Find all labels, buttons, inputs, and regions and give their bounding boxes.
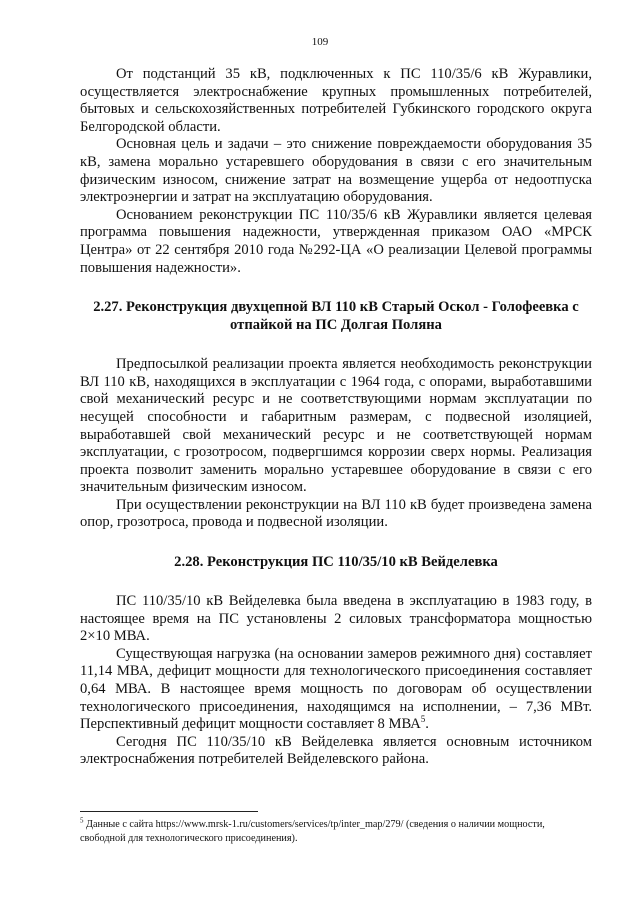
paragraph-substations: От подстанций 35 кВ, подключенных к ПС 110/35/6 кВ Журавлики, осуществляется электроснабжение крупных промышленных потребителей, бытовых и сельскохозяйственных потребителей Губкинского городского округа Белгородской области.: [80, 66, 592, 135]
paragraph-reconstruction-scope: При осуществлении реконструкции на ВЛ 110 кВ будет произведена замена опор, грозотроса, провода и подвесной изоляции.: [80, 496, 592, 531]
body-text: [80, 66, 592, 769]
paragraph-load-deficit: [80, 646, 592, 734]
footnote-marker: 5: [80, 816, 84, 825]
footnote: [80, 818, 592, 845]
paragraph-main-source: Сегодня ПС 110/35/10 кВ Вейделевка является основным источником электроснабжения потребителей Вейделевского района.: [80, 733, 592, 768]
paragraph-prerequisite: Предпосылкой реализации проекта является необходимость реконструкции ВЛ 110 кВ, находящихся в эксплуатации с 1964 года, с опорами, выработавшими свой механический ресурс и не соответствующими нормам эксплуатации по несущей способности и габаритным размерам, с подвесной изоляцией, выработавшей свой механический ресурс и не соответствующей нормам эксплуатации, с грозотросом, подвергшимся коррозии сверх нормы. Реализация проекта позволит заменить морально устаревшее оборудование в связи с его значительным физическим износом.: [80, 356, 592, 496]
section-heading-2-27-line1: 2.27. Реконструкция двухцепной ВЛ 110 кВ Старый Оскол - Голофеевка с: [93, 299, 579, 316]
footnote-text: Данные с сайта https://www.mrsk-1.ru/customers/services/tp/inter_map/279/ (сведения о наличии мощности, свободной для технологического присоединения).: [80, 819, 545, 844]
page-number: 109: [311, 36, 329, 48]
paragraph-basis: Основанием реконструкции ПС 110/35/6 кВ Журавлики является целевая программа повышения надежности, утвержденная приказом ОАО «МРСК Центра» от 22 сентября 2010 года №292-ЦА «О реализации Целевой программы повышения надежности».: [80, 206, 592, 276]
footnote-reference: 5: [420, 714, 426, 725]
section-heading-2-27: [80, 298, 592, 334]
paragraph-substation-history: ПС 110/35/10 кВ Вейделевка была введена в эксплуатацию в 1983 году, в настоящее время на ПС установлены 2 силовых трансформатора мощностью 2×10 МВА.: [80, 593, 592, 645]
paragraph-goals: Основная цель и задачи – это снижение повреждаемости оборудования 35 кВ, замена морально устаревшего оборудования в связи с его значительным физическим износом, снижение затрат на возмещение ущерба от недоотпуска электроэнергии и затрат на эксплуатацию оборудования.: [80, 136, 592, 206]
section-heading-2-27-line2: отпайкой на ПС Долгая Поляна: [230, 317, 442, 334]
section-heading-2-28: 2.28. Реконструкция ПС 110/35/10 кВ Вейделевка: [174, 554, 498, 571]
load-deficit-period: .: [425, 716, 429, 733]
load-deficit-text: Существующая нагрузка (на основании замеров режимного дня) составляет 11,14 МВА, дефицит мощности для технологического присоединения составляет 0,64 МВА. В настоящее время мощность по договорам об осуществлении технологического присоединения, находящимся на исполнении, – 7,36 МВт. Перспективный дефицит мощности составляет 8 МВА: [80, 645, 592, 733]
footnote-divider: [80, 811, 258, 812]
